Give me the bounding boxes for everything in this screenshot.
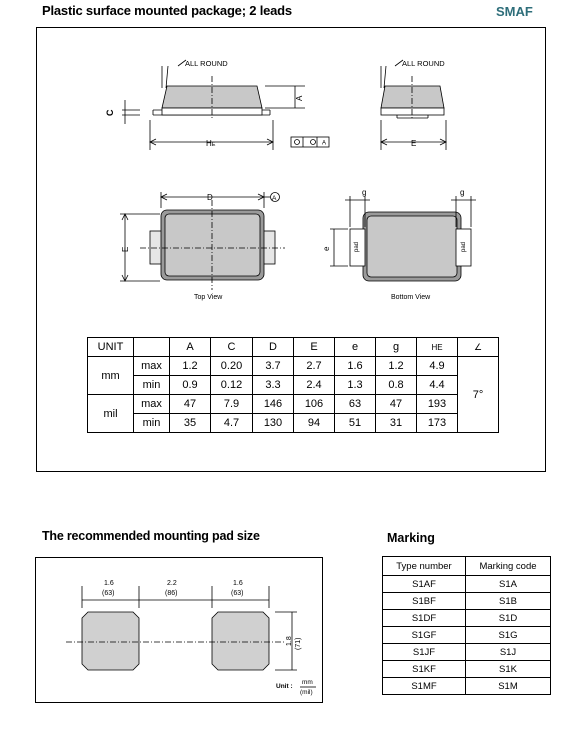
header-cell: A	[170, 338, 211, 357]
pad-dim3-mil: (63)	[231, 590, 244, 597]
value-cell: 0.12	[211, 376, 253, 395]
code-cell: S1M	[466, 678, 551, 695]
value-cell: 31	[376, 414, 417, 433]
code-cell: S1J	[466, 644, 551, 661]
type-cell: S1JF	[383, 644, 466, 661]
header-cell: Marking code	[466, 557, 551, 576]
header-cell: ∠	[458, 338, 499, 357]
limit-cell: min	[134, 414, 170, 433]
header-cell: e	[335, 338, 376, 357]
all-round-label: ALL ROUND	[185, 59, 228, 68]
value-cell: 94	[294, 414, 335, 433]
page-title: Plastic surface mounted package; 2 leads	[42, 3, 292, 18]
dim-he-sub: E	[211, 142, 216, 148]
header-cell: UNIT	[88, 338, 134, 357]
value-cell: 51	[335, 414, 376, 433]
pad-dim-v: 1.8	[286, 636, 293, 646]
value-cell: 193	[417, 395, 458, 414]
pad-label-left: pad	[354, 241, 360, 252]
dim-e-label: E	[121, 246, 130, 252]
marking-header-row	[383, 557, 551, 576]
value-cell: 35	[170, 414, 211, 433]
code-cell: S1B	[466, 593, 551, 610]
value-cell: 3.3	[253, 376, 294, 395]
unit-mm: mm	[302, 679, 313, 686]
dim-g-label-right: g	[460, 188, 465, 197]
value-cell: 4.9	[417, 357, 458, 376]
value-cell: 2.7	[294, 357, 335, 376]
unit-mil: (mil)	[300, 689, 313, 696]
pad-dim-v-mil: (71)	[295, 637, 302, 650]
unit-label: Unit :	[276, 683, 293, 690]
value-cell: 1.3	[335, 376, 376, 395]
value-cell: 106	[294, 395, 335, 414]
value-cell: 130	[253, 414, 294, 433]
dim-he-label: H	[206, 139, 212, 148]
code-cell: S1A	[466, 576, 551, 593]
value-cell: 146	[253, 395, 294, 414]
table-row	[383, 678, 551, 695]
dim-d-label: D	[207, 193, 213, 202]
pad-dim1: 1.6	[104, 580, 114, 587]
pad-dim2-mil: (86)	[165, 590, 178, 597]
header-cell: C	[211, 338, 253, 357]
limit-cell: max	[134, 357, 170, 376]
dim-e-side-label: E	[411, 139, 417, 148]
dim-e-pitch-label: e	[322, 246, 331, 251]
code-cell: S1K	[466, 661, 551, 678]
value-cell: 1.2	[376, 357, 417, 376]
pad-section-title: The recommended mounting pad size	[42, 529, 260, 543]
type-cell: S1MF	[383, 678, 466, 695]
type-cell: S1BF	[383, 593, 466, 610]
top-view-label: Top View	[194, 294, 223, 301]
value-cell: 63	[335, 395, 376, 414]
all-round-label-2: ALL ROUND	[402, 59, 445, 68]
header-cell: HE	[417, 338, 458, 357]
table-row	[383, 610, 551, 627]
header-cell: Type number	[383, 557, 466, 576]
dim-a-label: A	[295, 95, 304, 101]
code-cell: S1D	[466, 610, 551, 627]
angle-cell: 7°	[458, 357, 499, 433]
table-row	[383, 644, 551, 661]
type-cell: S1GF	[383, 627, 466, 644]
pad-dim3: 1.6	[233, 580, 243, 587]
value-cell: 0.20	[211, 357, 253, 376]
value-cell: 47	[170, 395, 211, 414]
value-cell: 1.2	[170, 357, 211, 376]
unit-cell: mil	[88, 395, 134, 433]
type-cell: S1DF	[383, 610, 466, 627]
bottom-view-label: Bottom View	[391, 294, 431, 301]
value-cell: 4.4	[417, 376, 458, 395]
limit-cell: min	[134, 376, 170, 395]
table-row	[383, 661, 551, 678]
marking-title: Marking	[387, 531, 435, 545]
table-row	[383, 593, 551, 610]
package-name: SMAF	[496, 4, 533, 19]
value-cell: 4.7	[211, 414, 253, 433]
table-row	[383, 627, 551, 644]
datum-a-frame-label: A	[322, 140, 327, 147]
value-cell: 173	[417, 414, 458, 433]
value-cell: 0.8	[376, 376, 417, 395]
datum-a-label: A	[272, 195, 277, 202]
value-cell: 0.9	[170, 376, 211, 395]
marking-table	[382, 556, 551, 695]
limit-cell: max	[134, 395, 170, 414]
value-cell: 7.9	[211, 395, 253, 414]
value-cell: 47	[376, 395, 417, 414]
table-row	[383, 576, 551, 593]
header-cell: g	[376, 338, 417, 357]
code-cell: S1G	[466, 627, 551, 644]
unit-cell: mm	[88, 357, 134, 395]
value-cell: 2.4	[294, 376, 335, 395]
header-cell: D	[253, 338, 294, 357]
header-cell: E	[294, 338, 335, 357]
value-cell: 1.6	[335, 357, 376, 376]
dim-c-label: C	[105, 109, 115, 116]
type-cell: S1KF	[383, 661, 466, 678]
value-cell: 3.7	[253, 357, 294, 376]
type-cell: S1AF	[383, 576, 466, 593]
dim-g-label-left: g	[362, 188, 367, 197]
pad-label-right: pad	[461, 241, 467, 252]
pad-dim2: 2.2	[167, 580, 177, 587]
pad-dim1-mil: (63)	[102, 590, 115, 597]
